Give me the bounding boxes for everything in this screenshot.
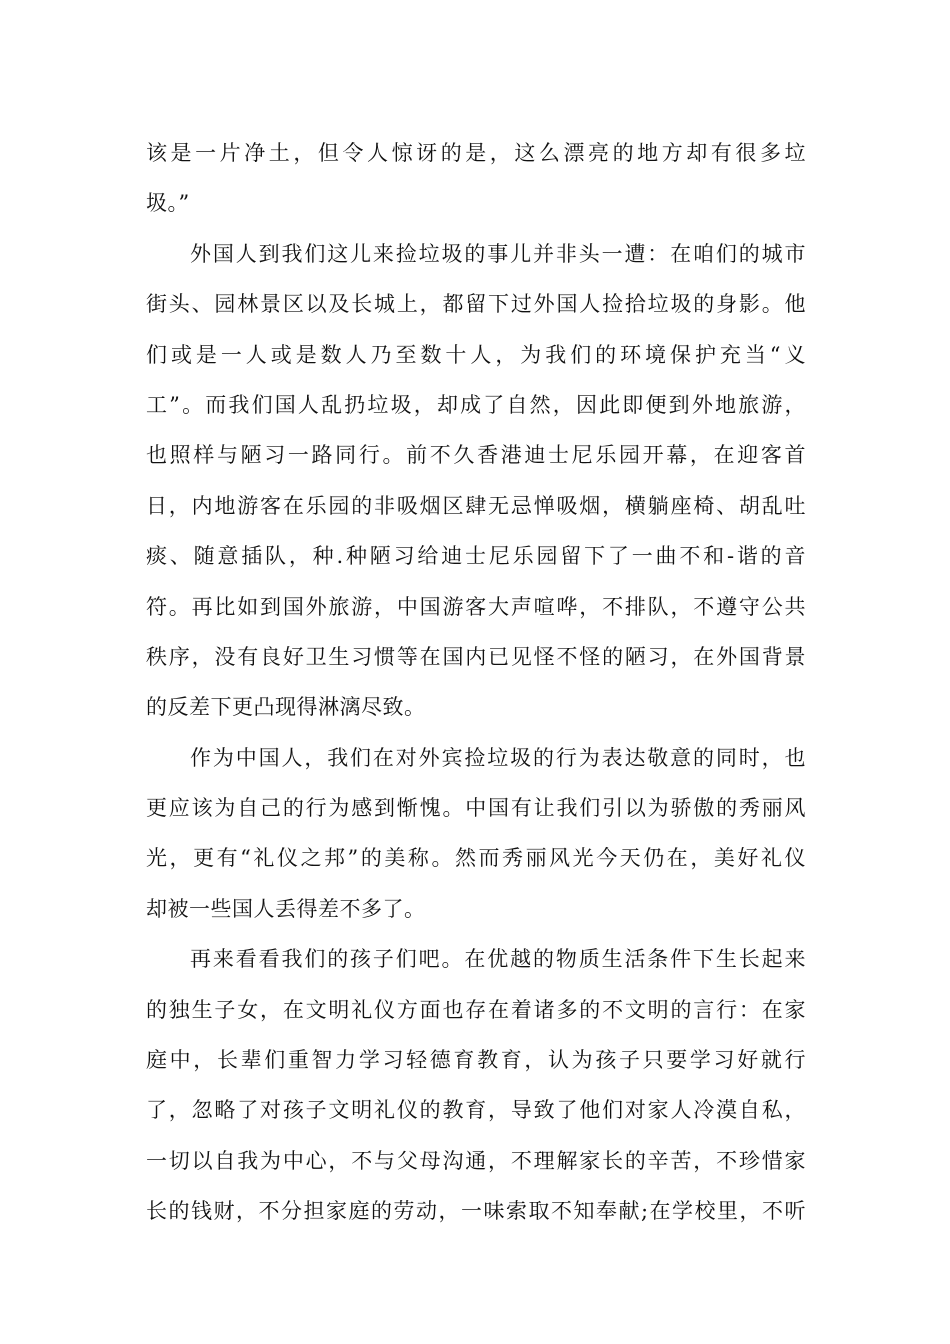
body-text	[146, 128, 806, 1237]
text-line: 却被一些国人丢得差不多了。	[146, 896, 426, 921]
text-line: 符。再比如到国外旅游，中国游客大声喧哗，不排队，不遵守公共	[146, 594, 806, 619]
text-line: 长的钱财，不分担家庭的劳动，一味索取不知奉献;在学校里，不听	[146, 1199, 806, 1224]
text-line: 工”。而我们国人乱扔垃圾，却成了自然，因此即便到外地旅游，	[146, 392, 806, 417]
text-line: 了，忽略了对孩子文明礼仪的教育，导致了他们对家人冷漠自私，	[146, 1098, 806, 1123]
text-line: 日，内地游客在乐园的非吸烟区肆无忌惮吸烟，横躺座椅、胡乱吐	[146, 493, 806, 518]
text-line: 也照样与陋习一路同行。前不久香港迪士尼乐园开幕，在迎客首	[146, 443, 806, 468]
text-line: 秩序，没有良好卫生习惯等在国内已见怪不怪的陋习，在外国背景	[146, 644, 806, 669]
text-line: 们或是一人或是数人乃至数十人，为我们的环境保护充当“义	[146, 342, 806, 367]
text-line: 更应该为自己的行为感到惭愧。中国有让我们引以为骄傲的秀丽风	[146, 796, 806, 821]
text-line: 的反差下更凸现得淋漓尽致。	[146, 695, 426, 720]
text-line: 外国人到我们这儿来捡垃圾的事儿并非头一遭：在咱们的城市	[190, 241, 806, 266]
text-line: 作为中国人，我们在对外宾捡垃圾的行为表达敬意的同时，也	[190, 745, 806, 770]
text-line: 圾。”	[146, 191, 190, 216]
text-line: 该是一片净土，但令人惊讶的是，这么漂亮的地方却有很多垃	[146, 141, 806, 165]
text-line: 庭中，长辈们重智力学习轻德育教育，认为孩子只要学习好就行	[146, 1048, 806, 1073]
text-line: 一切以自我为中心，不与父母沟通，不理解家长的辛苦，不珍惜家	[146, 1148, 806, 1173]
text-line: 痰、随意插队，种.种陋习给迪士尼乐园留下了一曲不和-谐的音	[146, 544, 806, 569]
text-line: 再来看看我们的孩子们吧。在优越的物质生活条件下生长起来	[190, 947, 806, 972]
text-line: 街头、园林景区以及长城上，都留下过外国人捡拾垃圾的身影。他	[146, 292, 806, 317]
text-line: 光，更有“礼仪之邦”的美称。然而秀丽风光今天仍在，美好礼仪	[146, 846, 806, 871]
text-line: 的独生子女，在文明礼仪方面也存在着诸多的不文明的言行：在家	[146, 997, 806, 1022]
